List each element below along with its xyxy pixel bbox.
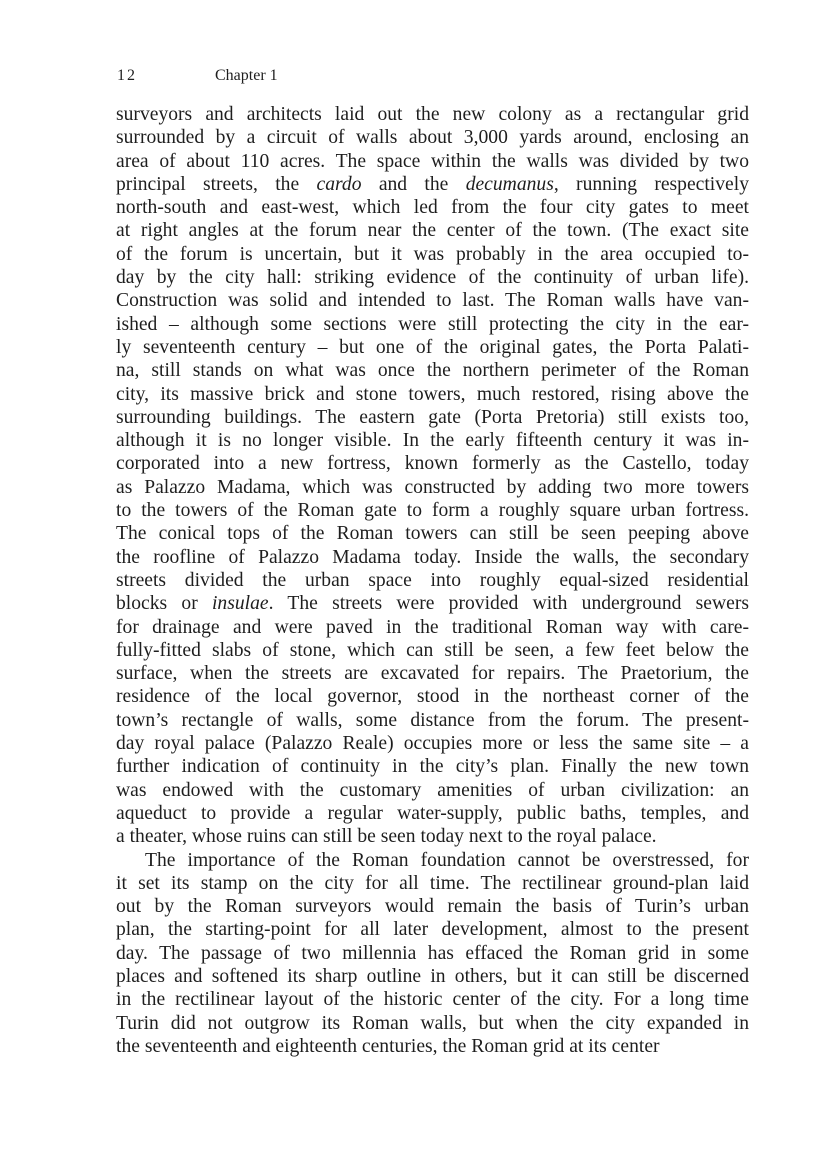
text-line: out by the Roman surveyors would remain the basis of Turin’s urban: [116, 896, 749, 918]
text-line: was endowed with the customary amenities of urban civilization: an: [116, 779, 749, 801]
text-line: surrounded by a circuit of walls about 3,000 yards around, enclosing an: [116, 127, 749, 149]
paragraph: [116, 103, 749, 849]
text-line: Construction was solid and intended to last. The Roman walls have van-: [116, 290, 749, 312]
text-line: in the rectilinear layout of the historic center of the city. For a long time: [116, 989, 749, 1011]
text-line: surface, when the streets are excavated for repairs. The Praetorium, the: [116, 663, 749, 685]
text-line: blocks or insulae. The streets were provided with underground sewers: [116, 593, 749, 615]
chapter-title: Chapter 1: [215, 67, 278, 84]
body-text: [116, 103, 749, 1058]
text-line: streets divided the urban space into roughly equal-sized residential: [116, 569, 749, 591]
text-line: for drainage and were paved in the traditional Roman way with care-: [116, 616, 749, 638]
text-line: corporated into a new fortress, known formerly as the Castello, today: [116, 453, 749, 475]
text-line: north-south and east-west, which led from the four city gates to meet: [116, 197, 749, 219]
text-line: ished – although some sections were still protecting the city in the ear-: [116, 313, 749, 335]
text-line: fully-fitted slabs of stone, which can still be seen, a few feet below the: [116, 639, 749, 661]
text-line: the roofline of Palazzo Madama today. Inside the walls, the secondary: [116, 546, 749, 568]
page-number: 12: [117, 67, 137, 84]
italic-term: insulae: [211, 593, 269, 615]
paragraph: [116, 849, 749, 1059]
text-line: day by the city hall: striking evidence of the continuity of urban life).: [116, 267, 749, 289]
text-line: to the towers of the Roman gate to form a roughly square urban fortress.: [116, 500, 749, 522]
text-line: plan, the starting-point for all later development, almost to the present: [116, 919, 749, 941]
italic-term: decumanus: [465, 173, 554, 195]
text-line: as Palazzo Madama, which was constructed by adding two more towers: [116, 476, 749, 498]
text-line: although it is no longer visible. In the early fifteenth century it was in-: [116, 430, 749, 452]
italic-term: cardo: [316, 173, 362, 195]
text-line: of the forum is uncertain, but it was probably in the area occupied to-: [116, 243, 749, 265]
text-line: at right angles at the forum near the center of the town. (The exact site: [116, 220, 749, 242]
text-line: area of about 110 acres. The space within the walls was divided by two: [116, 150, 749, 172]
text-line: na, still stands on what was once the northern perimeter of the Roman: [116, 360, 749, 382]
text-line: town’s rectangle of walls, some distance from the forum. The present-: [116, 709, 749, 731]
text-line: aqueduct to provide a regular water-supply, public baths, temples, and: [116, 802, 749, 824]
text-line: principal streets, the cardo and the decumanus, running respectively: [116, 173, 749, 195]
text-line: day. The passage of two millennia has effaced the Roman grid in some: [116, 942, 749, 964]
text-line: Turin did not outgrow its Roman walls, but when the city expanded in: [116, 1012, 749, 1034]
text-line: surveyors and architects laid out the new colony as a rectangular grid: [116, 104, 749, 125]
text-line: city, its massive brick and stone towers, much restored, rising above the: [116, 383, 749, 405]
text-line: further indication of continuity in the city’s plan. Finally the new town: [116, 756, 749, 778]
text-line: ly seventeenth century – but one of the original gates, the Porta Palati-: [116, 336, 749, 358]
text-line: it set its stamp on the city for all time. The rectilinear ground-plan laid: [116, 872, 749, 894]
text-line: day royal palace (Palazzo Reale) occupies more or less the same site – a: [116, 733, 749, 755]
text-line: The importance of the Roman foundation cannot be overstressed, for: [145, 849, 749, 871]
text-line: The conical tops of the Roman towers can still be seen peeping above: [116, 523, 749, 545]
text-line: residence of the local governor, stood in the northeast corner of the: [116, 686, 749, 708]
text-line: a theater, whose ruins can still be seen today next to the royal palace.: [116, 826, 657, 848]
text-line: the seventeenth and eighteenth centuries, the Roman grid at its center: [116, 1035, 660, 1057]
text-line: surrounding buildings. The eastern gate (Porta Pretoria) still exists too,: [116, 406, 749, 428]
running-head: [117, 66, 278, 86]
text-line: places and softened its sharp outline in others, but it can still be discerned: [116, 965, 749, 987]
